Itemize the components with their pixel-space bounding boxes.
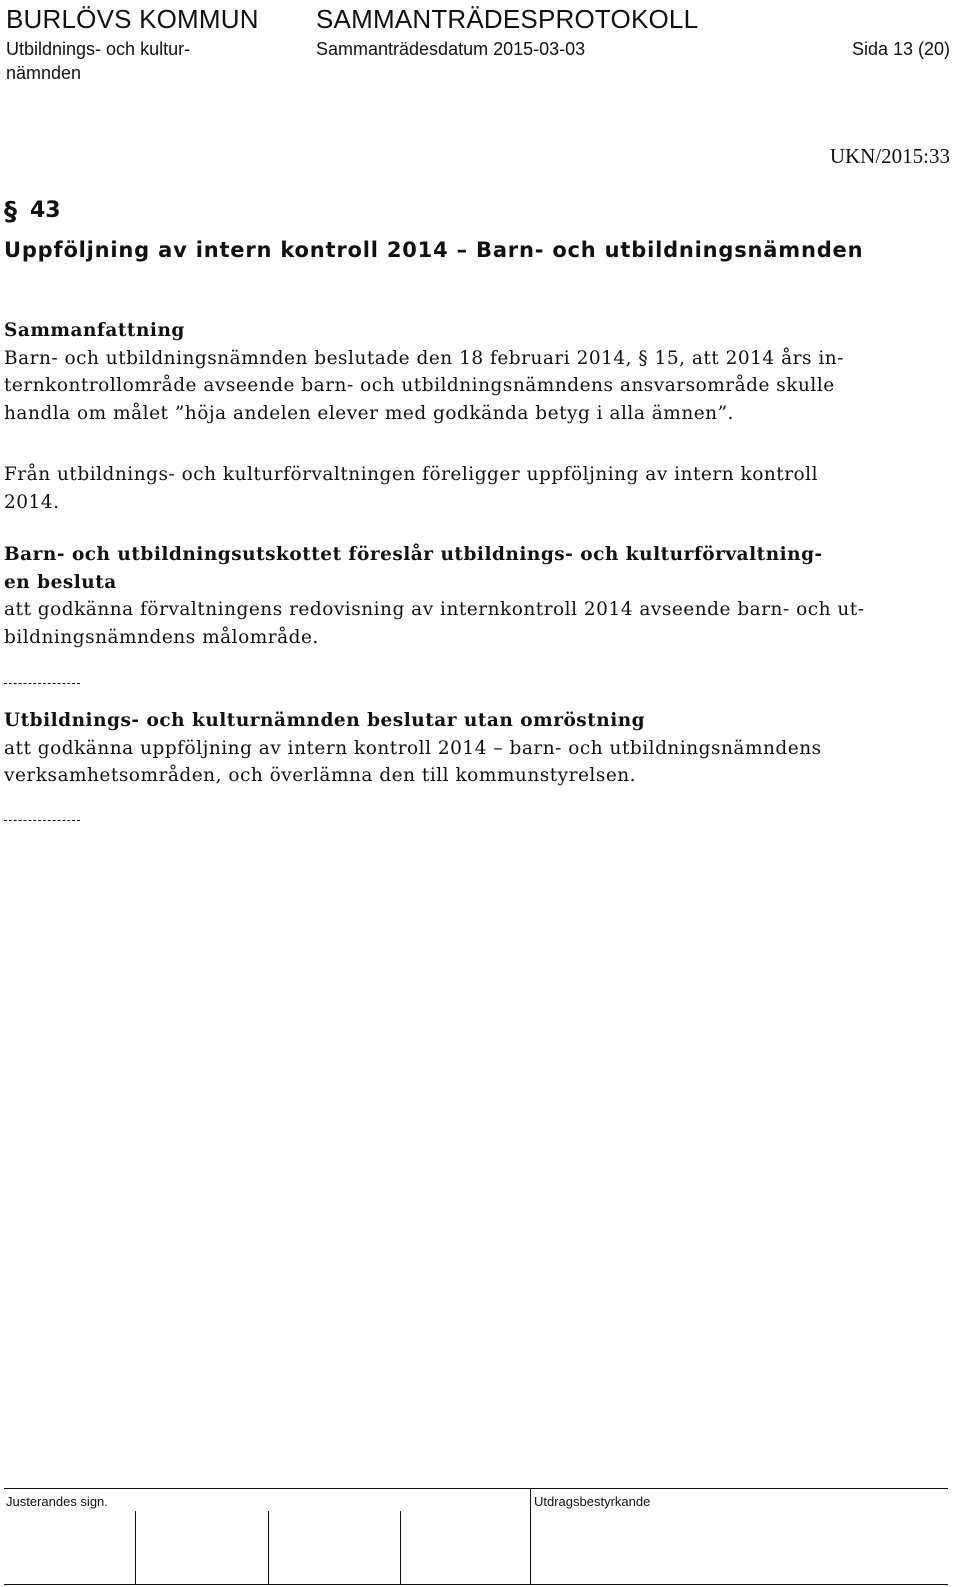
decision-heading: Utbildnings- och kulturnämnden beslutar utan omröstning: [4, 710, 646, 731]
summary-block: [4, 317, 948, 427]
signature-box-divider: [530, 1489, 531, 1584]
proposal-body-line: att godkänna förvaltningens redovisning av internkontroll 2014 avseende barn- och ut-: [4, 599, 865, 620]
committee-name-line1: Utbildnings- och kultur-: [6, 39, 191, 59]
proposal-block: [4, 541, 948, 651]
extract-certification-label: Utdragsbestyrkande: [534, 1494, 651, 1509]
proposal-heading-line: en besluta: [4, 571, 117, 593]
summary-heading: Sammanfattning: [4, 320, 185, 341]
case-reference: UKN/2015:33: [829, 144, 950, 168]
summary-line: Barn- och utbildningsnämnden beslutade den 18 februari 2014, § 15, att 2014 års in-: [4, 347, 844, 369]
section-symbol: §: [4, 197, 17, 227]
separator-line: [4, 683, 80, 684]
document-type: SAMMANTRÄDESPROTOKOLL: [316, 4, 699, 34]
summary-paragraph-2: [4, 461, 948, 516]
signature-box-divider: [268, 1511, 269, 1584]
signature-box-divider: [400, 1511, 401, 1584]
committee-name-line2: nämnden: [6, 63, 82, 83]
signature-box-divider: [135, 1511, 136, 1584]
summary-line: handla om målet ”höja andelen elever med godkända betyg i alla ämnen”.: [4, 402, 734, 424]
decision-body-line: att godkänna uppföljning av intern kontroll 2014 – barn- och utbildningsnämndens: [4, 737, 822, 759]
proposal-body-line: bildningsnämndens målområde.: [4, 626, 319, 648]
summary-para2-line: 2014.: [4, 491, 60, 513]
municipality-name: BURLÖVS KOMMUN: [6, 4, 259, 34]
section-number: 43: [30, 198, 61, 223]
summary-para2-line: Från utbildnings- och kulturförvaltningen föreligger uppföljning av intern kontroll: [4, 464, 819, 485]
signatures-label: Justerandes sign.: [6, 1494, 108, 1509]
signature-footer: [4, 1488, 948, 1585]
separator-line: [4, 820, 80, 821]
decision-block: [4, 707, 948, 790]
page-number: Sida 13 (20): [851, 39, 950, 59]
decision-body-line: verksamhetsområden, och överlämna den till kommunstyrelsen.: [4, 765, 637, 786]
proposal-heading-line: Barn- och utbildningsutskottet föreslår utbildnings- och kulturförvaltning-: [4, 544, 823, 565]
section-title: Uppföljning av intern kontroll 2014 – Barn- och utbildningsnämnden: [4, 238, 864, 262]
meeting-date: Sammanträdesdatum 2015-03-03: [316, 39, 586, 59]
summary-line: ternkontrollområde avseende barn- och utbildningsnämndens ansvarsområde skulle: [4, 375, 835, 396]
